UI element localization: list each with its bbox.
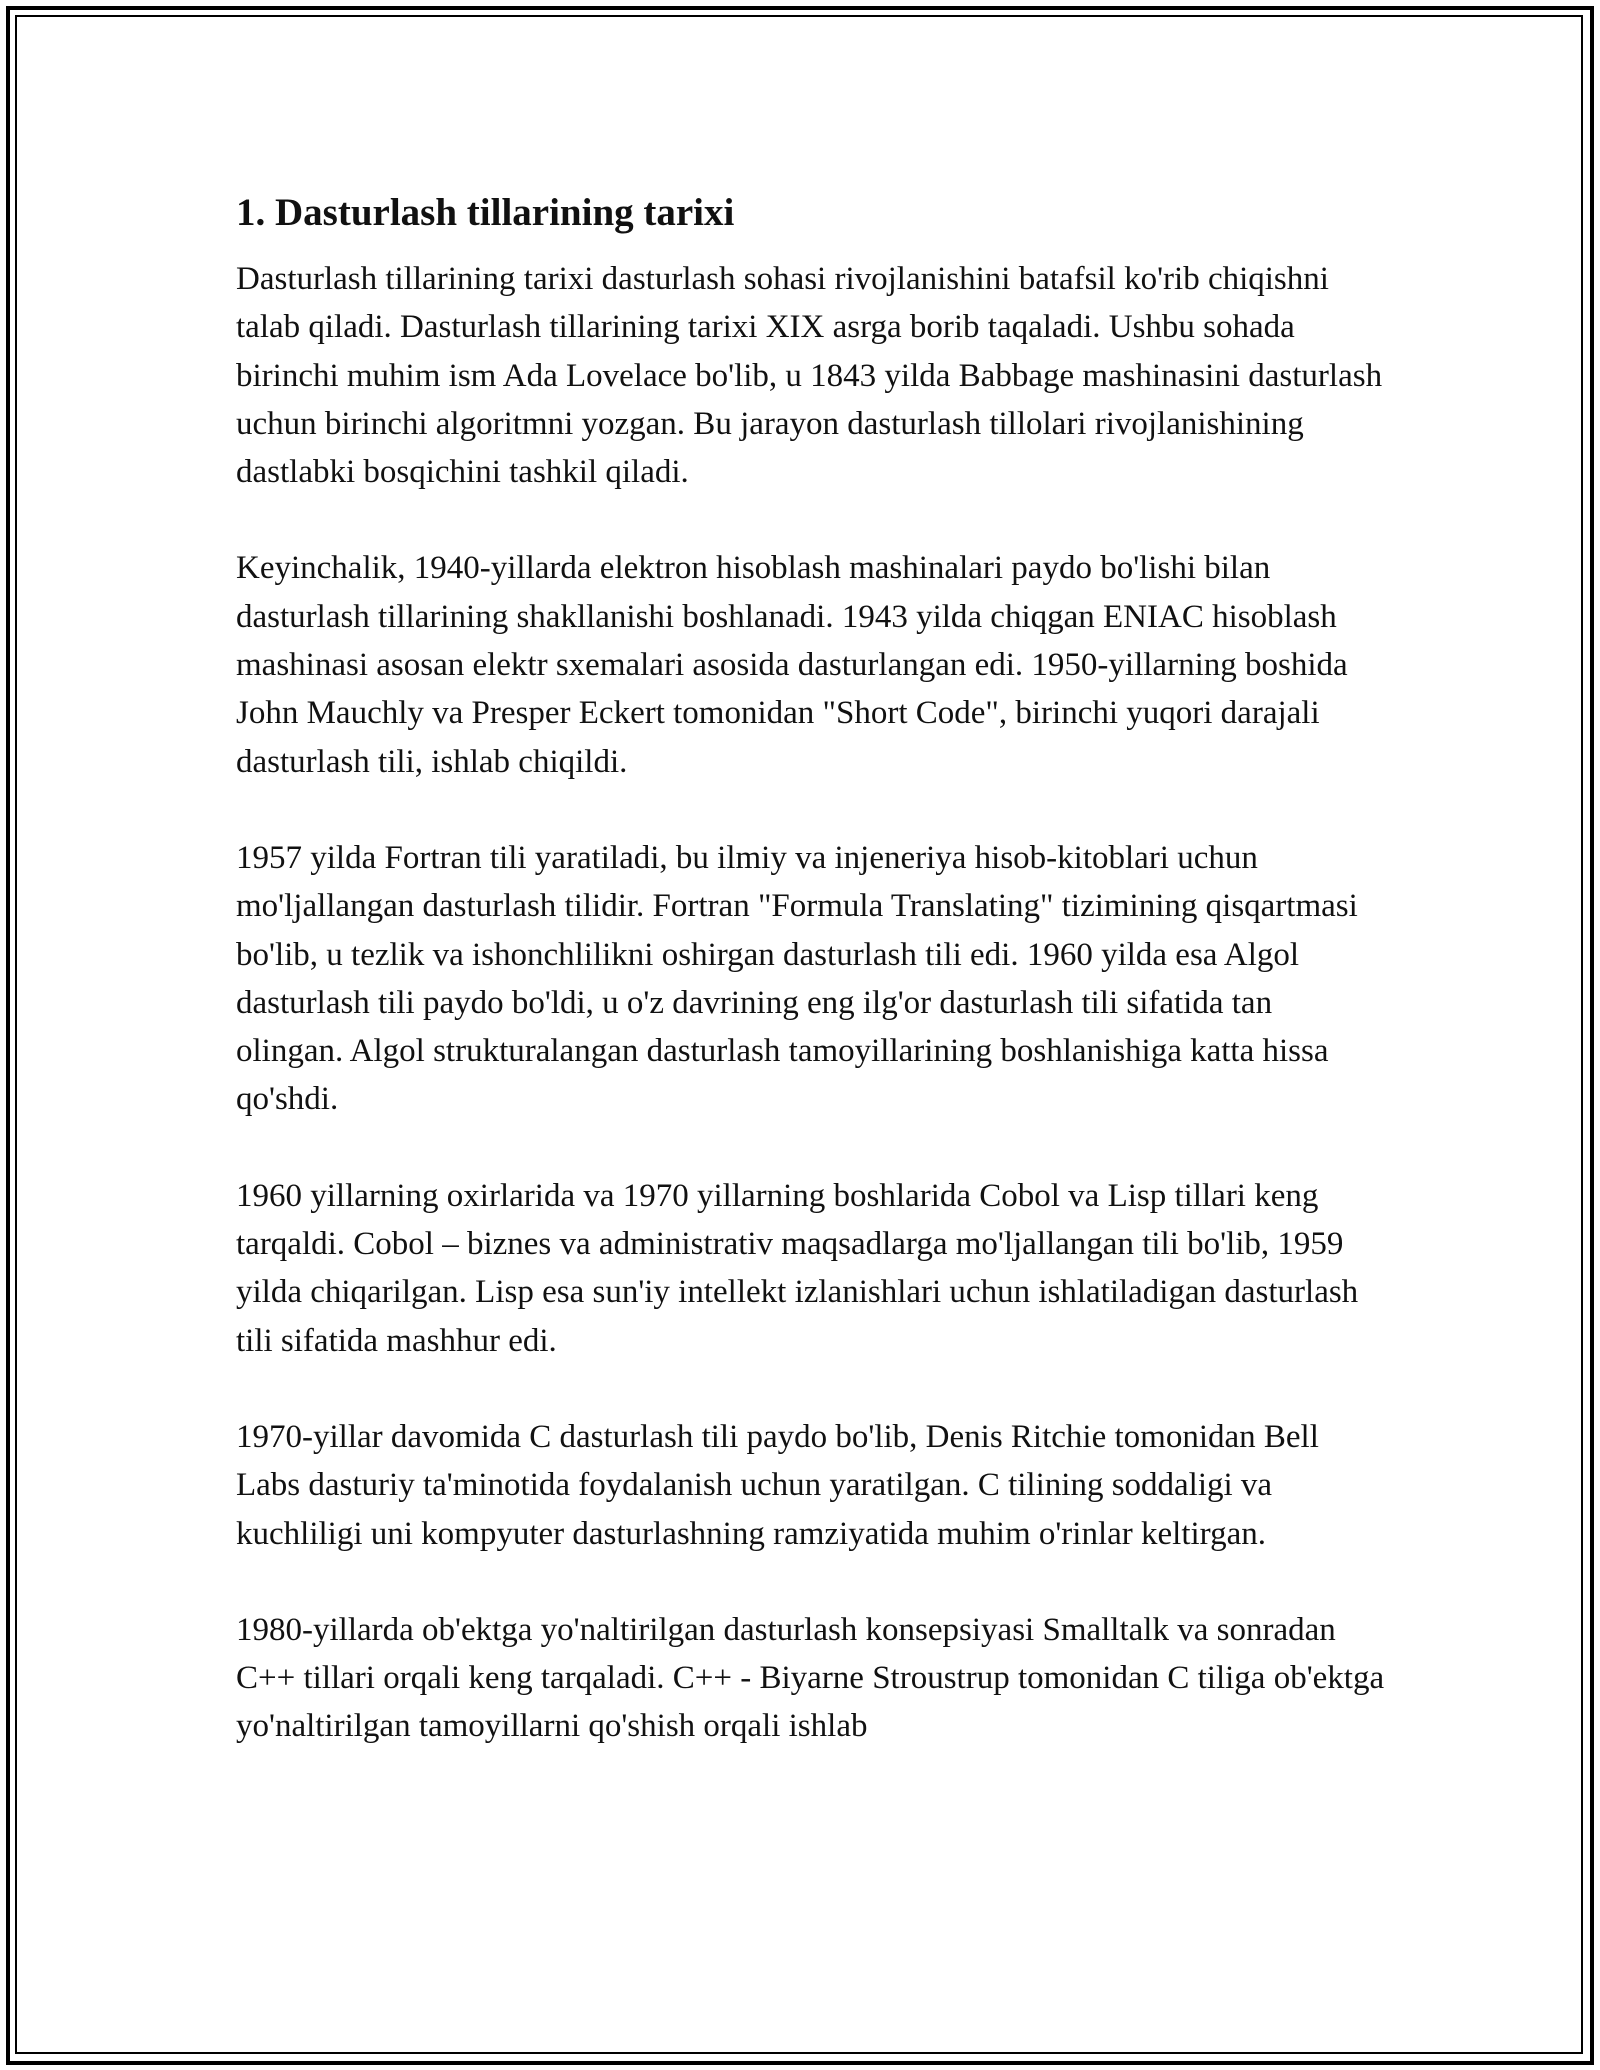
paragraph: 1980-yillarda ob'ektga yo'naltirilgan dasturlash konsepsiyasi Smalltalk va sonradan C++ tillari orqali keng tarqaladi. C++ - Biyarne Stroustrup tomonidan C tiliga ob'ektga yo'naltirilgan tamoyillarni qo'shish orqali ishlab (236, 1611, 1385, 1745)
paragraph: Dasturlash tillarining tarixi dasturlash sohasi rivojlanishini batafsil ko'rib chiqishni talab qiladi. Dasturlash tillarining tarixi XIX asrga borib taqaladi. Ushbu sohada birinchi muhim ism Ada Lovelace bo'lib, u 1843 yilda Babbage mashinasini dasturlash uchun birinchi algoritmni yozgan. Bu jarayon dasturlash tillolari rivojlanishining dastlabki bosqichini tashkil qiladi. (236, 261, 1383, 491)
paragraph: Keyinchalik, 1940-yillarda elektron hisoblash mashinalari paydo bo'lishi bilan dasturlash tillarining shakllanishi boshlanadi. 1943 yilda chiqgan ENIAC hisoblash mashinasi asosan elektr sxemalari asosida dasturlangan edi. 1950-yillarning boshida John Mauchly va Presper Eckert tomonidan "Short Code", birinchi yuqori darajali dasturlash tili, ishlab chiqildi. (236, 550, 1348, 780)
paragraph: 1957 yilda Fortran tili yaratiladi, bu ilmiy va injeneriya hisob-kitoblari uchun mo'ljallangan dasturlash tilidir. Fortran "Formula Translating" tizimining qisqartmasi bo'lib, u tezlik va ishonchlilikni oshirgan dasturlash tili edi. 1960 yilda esa Algol dasturlash tili paydo bo'ldi, u o'z davrining eng ilg'or dasturlash tili sifatida tan olingan. Algol strukturalangan dasturlash tamoyillarining boshlanishiga katta hissa qo'shdi. (236, 839, 1358, 1118)
paragraph: 1960 yillarning oxirlarida va 1970 yillarning boshlarida Cobol va Lisp tillari keng tarqaldi. Cobol – biznes va administrativ maqsadlarga mo'ljallangan tili bo'lib, 1959 yilda chiqarilgan. Lisp esa sun'iy intellekt izlanishlari uchun ishlatiladigan dasturlash tili sifatida mashhur edi. (236, 1177, 1359, 1359)
section-heading: 1. Dasturlash tillarining tarixi (236, 191, 735, 234)
document-body (236, 183, 1386, 1799)
paragraph: 1970-yillar davomida C dasturlash tili paydo bo'lib, Denis Ritchie tomonidan Bell Labs dasturiy ta'minotida foydalanish uchun yaratilgan. C tilining soddaligi va kuchliligi uni kompyuter dasturlashning ramziyatida muhim o'rinlar keltirgan. (236, 1418, 1319, 1552)
paragraph-list (236, 255, 1386, 1751)
